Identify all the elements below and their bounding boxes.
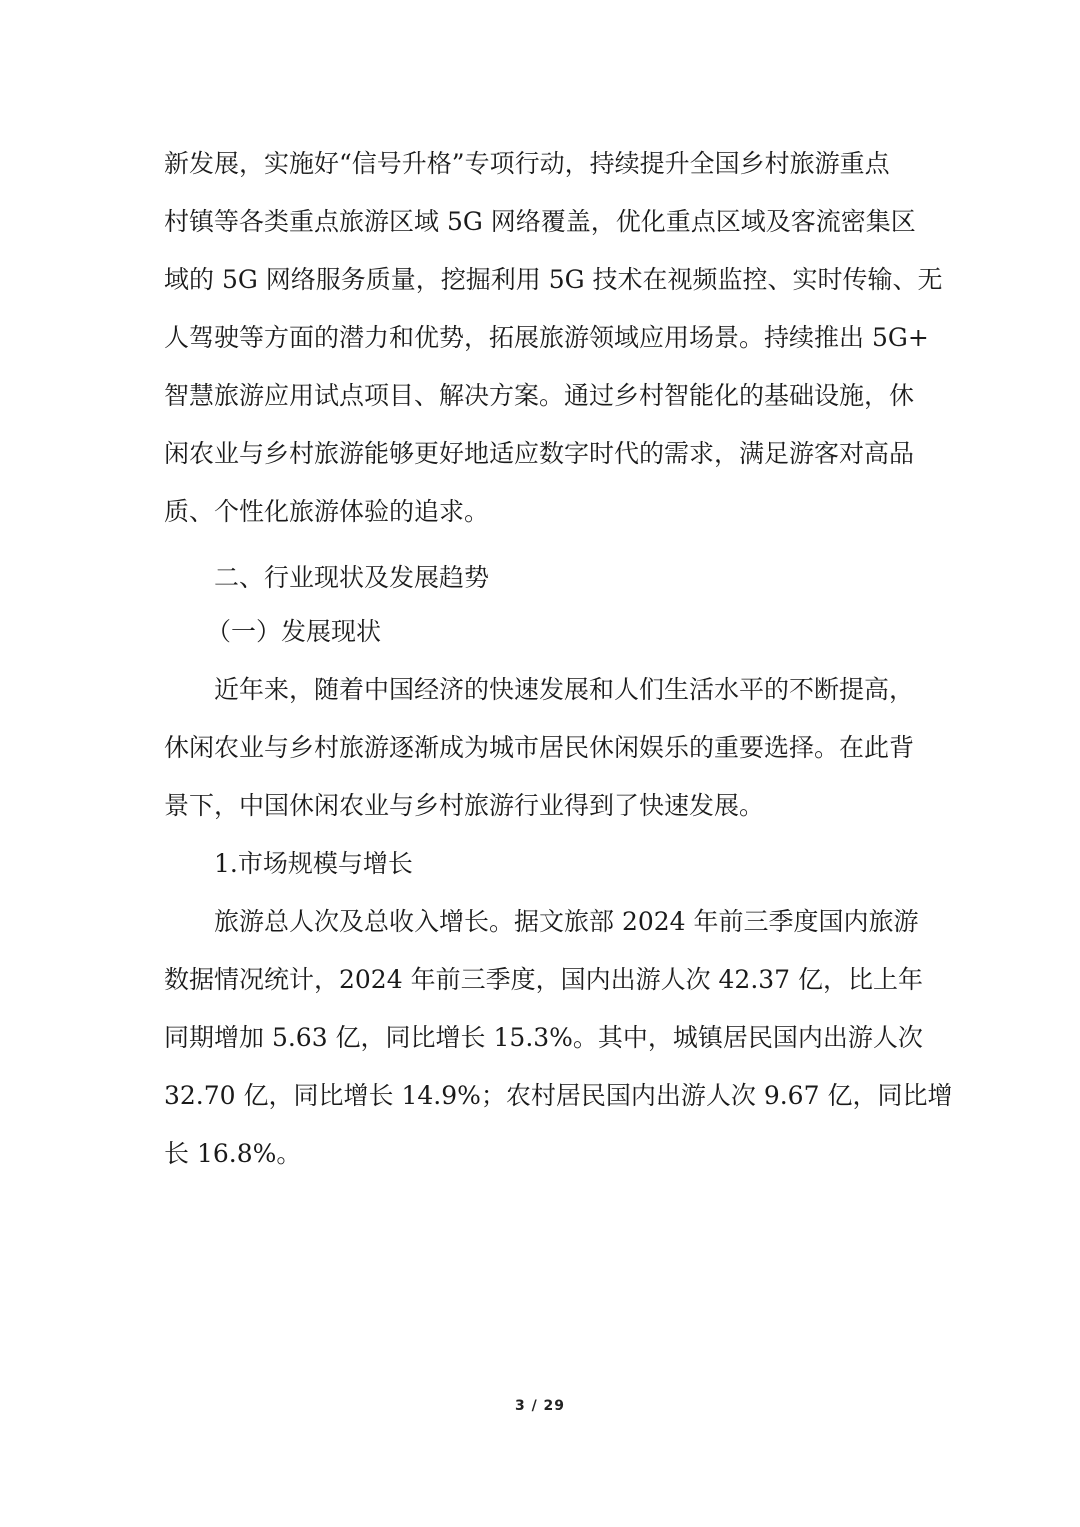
paragraph-line: 闲农业与乡村旅游能够更好地适应数字时代的需求，满足游客对高品 [164, 439, 915, 468]
page-number: 3 / 29 [514, 1398, 566, 1414]
item-heading: 1.市场规模与增长 [214, 849, 413, 878]
paragraph-line: 村镇等各类重点旅游区域 5G 网络覆盖，优化重点区域及客流密集区 [164, 207, 916, 236]
paragraph-line: 同期增加 5.63 亿，同比增长 15.3%。其中，城镇居民国内出游人次 [164, 1023, 923, 1052]
paragraph-line: 质、个性化旅游体验的追求。 [164, 497, 490, 526]
paragraph-line: 人驾驶等方面的潜力和优势，拓展旅游领域应用场景。持续推出 5G+ [164, 323, 929, 352]
paragraph-line: 域的 5G 网络服务质量，挖掘利用 5G 技术在视频监控、实时传输、无 [164, 265, 943, 294]
paragraph-line: 32.70 亿，同比增长 14.9%；农村居民国内出游人次 9.67 亿，同比增 [164, 1081, 953, 1110]
subsection-heading: （一）发展现状 [206, 617, 382, 646]
section-heading: 二、行业现状及发展趋势 [214, 563, 490, 592]
paragraph-line: 长 16.8%。 [164, 1139, 302, 1168]
paragraph-line: 景下，中国休闲农业与乡村旅游行业得到了快速发展。 [164, 791, 765, 820]
paragraph-line: 休闲农业与乡村旅游逐渐成为城市居民休闲娱乐的重要选择。在此背 [164, 733, 915, 762]
paragraph-line: 新发展，实施好“信号升格”专项行动，持续提升全国乡村旅游重点 [164, 149, 890, 178]
paragraph-line: 数据情况统计，2024 年前三季度，国内出游人次 42.37 亿，比上年 [164, 965, 924, 994]
paragraph-line: 近年来，随着中国经济的快速发展和人们生活水平的不断提高， [214, 675, 915, 704]
paragraph-line: 智慧旅游应用试点项目、解决方案。通过乡村智能化的基础设施，休 [164, 381, 915, 410]
paragraph-line: 旅游总人次及总收入增长。据文旅部 2024 年前三季度国内旅游 [214, 907, 919, 936]
